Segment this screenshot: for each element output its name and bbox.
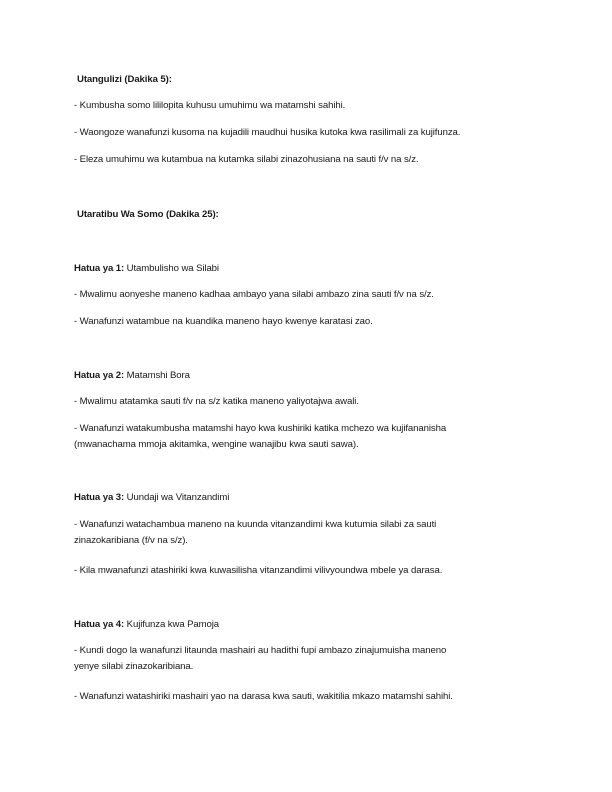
step-2-heading <box>74 368 190 383</box>
step-label: Hatua ya 4: <box>74 619 125 630</box>
procedure-heading: Utaratibu Wa Somo (Dakika 25): <box>77 209 219 220</box>
step-bullet: - Mwalimu aonyeshe maneno kadhaa ambayo yana silabi ambazo zina sauti f/v na s/z. <box>74 289 434 300</box>
step-title: Uundaji wa Vitanzandimi <box>124 492 230 503</box>
step-3-heading <box>74 490 229 505</box>
step-title: Utambulisho wa Silabi <box>124 263 219 274</box>
intro-heading: Utangulizi (Dakika 5): <box>77 74 172 85</box>
step-bullet: - Wanafunzi watambue na kuandika maneno hayo kwenye karatasi zao. <box>74 316 373 327</box>
step-bullet: - Wanafunzi watachambua maneno na kuunda vitanzandimi kwa kutumia silabi za sauti <box>74 519 437 530</box>
step-bullet: - Wanafunzi watakumbusha matamshi hayo kwa kushiriki katika mchezo wa kujifananisha <box>74 423 447 434</box>
step-title: Matamshi Bora <box>124 370 190 381</box>
step-bullet-continued: (mwanachama mmoja akitamka, wengine wanajibu kwa sauti sawa). <box>74 439 359 450</box>
step-label: Hatua ya 3: <box>74 492 125 503</box>
step-bullet: - Wanafunzi watashiriki mashairi yao na darasa kwa sauti, wakitilia mkazo matamshi sahihi. <box>74 691 453 702</box>
step-4-heading <box>74 617 219 632</box>
step-bullet: - Kila mwanafunzi atashiriki kwa kuwasilisha vitanzandimi vilivyoundwa mbele ya darasa. <box>74 565 443 576</box>
step-label: Hatua ya 2: <box>74 370 125 381</box>
step-1-heading <box>74 261 219 276</box>
intro-bullet: - Eleza umuhimu wa kutambua na kutamka silabi zinazohusiana na sauti f/v na s/z. <box>74 154 419 165</box>
step-bullet: - Kundi dogo la wanafunzi litaunda mashairi au hadithi fupi ambazo zinajumuisha maneno <box>74 645 447 656</box>
step-bullet: - Mwalimu atatamka sauti f/v na s/z katika maneno yaliyotajwa awali. <box>74 396 359 407</box>
step-bullet-continued: yenye silabi zinazokaribiana. <box>74 661 194 672</box>
intro-bullet: - Waongoze wanafunzi kusoma na kujadili maudhui husika kutoka kwa rasilimali za kujifunza. <box>74 127 461 138</box>
step-label: Hatua ya 1: <box>74 263 125 274</box>
intro-bullet: - Kumbusha somo lililopita kuhusu umuhimu wa matamshi sahihi. <box>74 100 346 111</box>
step-bullet-continued: zinazokaribiana (f/v na s/z). <box>74 535 188 546</box>
step-title: Kujifunza kwa Pamoja <box>124 619 220 630</box>
